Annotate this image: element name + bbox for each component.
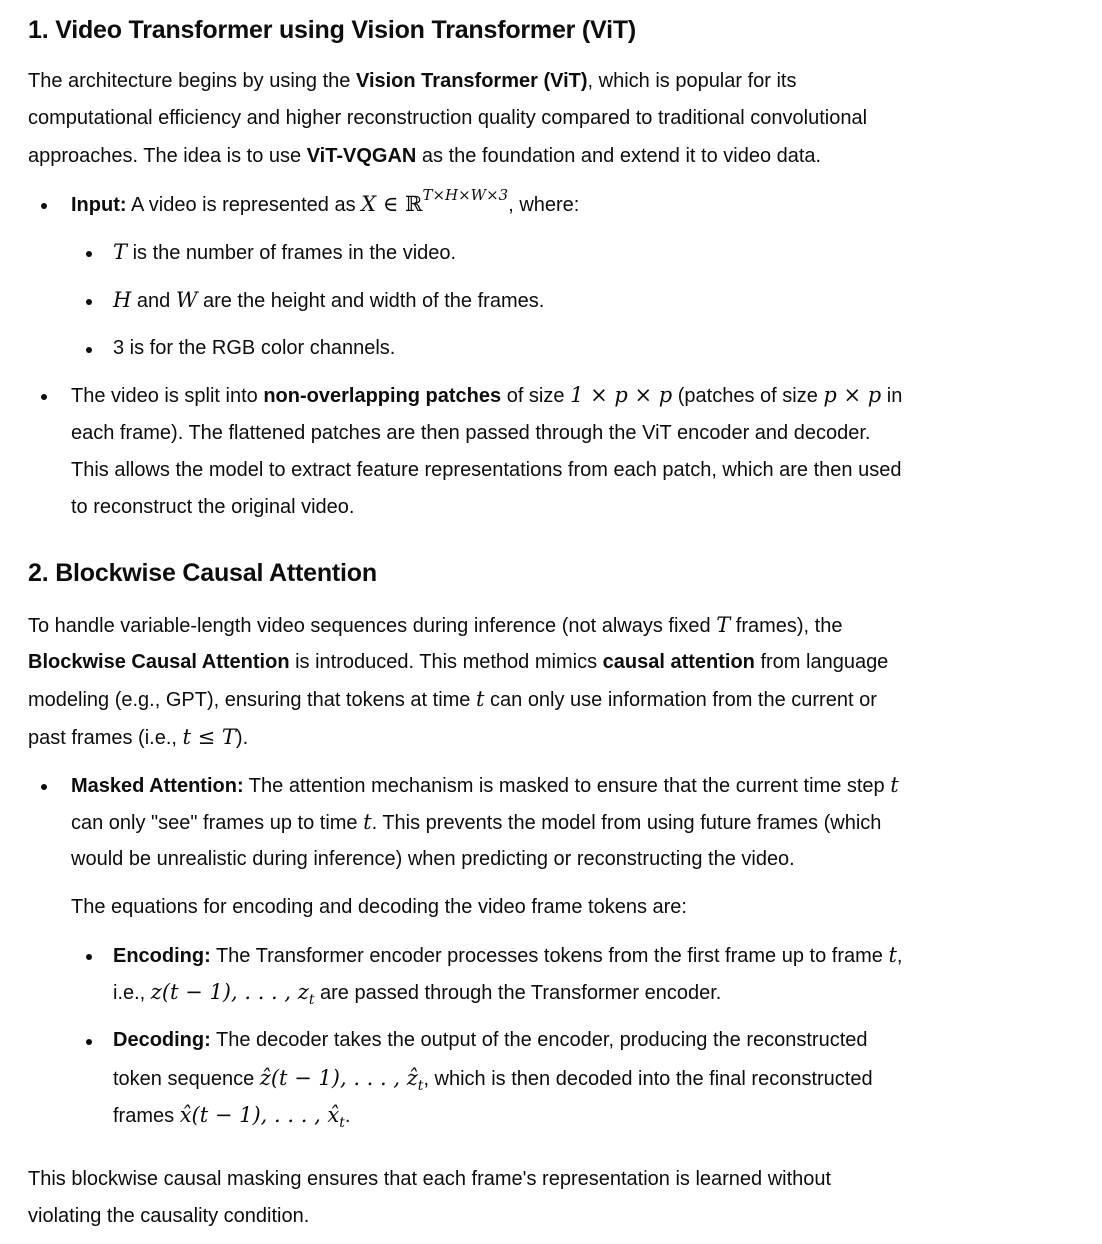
encoding-item-line-2 bbox=[113, 974, 1013, 1015]
text: The attention mechanism is masked to ensure that the current time step bbox=[243, 775, 891, 797]
text: (patches of size bbox=[672, 385, 824, 407]
text: . This prevents the model from using future frames (which bbox=[371, 812, 882, 834]
sub-item-H-W bbox=[113, 282, 544, 321]
text: The architecture begins by using the bbox=[28, 70, 356, 92]
text: token sequence bbox=[113, 1068, 260, 1090]
text: A video is represented as bbox=[126, 194, 362, 216]
text: modeling (e.g., GPT), ensuring that tokens at time bbox=[28, 689, 476, 711]
masked-attention-label: Masked Attention: bbox=[71, 775, 244, 797]
bold-term-blockwise-causal-attention: Blockwise Causal Attention bbox=[28, 651, 290, 673]
text: as the foundation and extend it to video data. bbox=[416, 145, 822, 167]
patch-item-line-4: to reconstruct the original video. bbox=[71, 496, 355, 518]
section-2-intro-line-3 bbox=[28, 681, 988, 720]
bullet-icon bbox=[86, 299, 92, 305]
text: i.e., bbox=[113, 982, 151, 1004]
section-1-intro-line-3 bbox=[28, 138, 988, 176]
text: To handle variable-length video sequences during inference (not always fixed bbox=[28, 615, 717, 637]
math-T: T bbox=[716, 613, 731, 637]
math-xhat-sequence: x̂(t − 1), . . . , x̂ bbox=[179, 1103, 340, 1127]
text: ). bbox=[235, 727, 249, 749]
masked-item-line-2 bbox=[71, 804, 1031, 843]
text: can only "see" frames up to time bbox=[71, 812, 364, 834]
section-1-heading: 1. Video Transformer using Vision Transformer (ViT) bbox=[28, 16, 637, 44]
masked-item-line-1 bbox=[71, 767, 1031, 806]
math-z-sequence: z(t − 1), . . . , z bbox=[150, 980, 309, 1004]
bold-term-causal-attention: causal attention bbox=[602, 651, 755, 673]
bold-term-vit: Vision Transformer (ViT) bbox=[355, 70, 588, 92]
patch-item-line-3: This allows the model to extract feature representations from each patch, which are then used bbox=[71, 459, 902, 481]
text: frames bbox=[113, 1105, 180, 1127]
math-t: t bbox=[888, 943, 897, 967]
math-H: H bbox=[113, 288, 132, 312]
section-2-intro-line-2 bbox=[28, 644, 988, 682]
text: . bbox=[344, 1105, 351, 1127]
bullet-icon bbox=[86, 251, 92, 257]
encoding-label: Encoding: bbox=[113, 945, 211, 967]
text: of size bbox=[501, 385, 571, 407]
text: past frames (i.e., bbox=[28, 727, 183, 749]
math-t: t bbox=[890, 773, 899, 797]
math-t-le-T: t ≤ T bbox=[182, 725, 236, 749]
text: , which is then decoded into the final reconstructed bbox=[423, 1068, 873, 1090]
patch-item-line-2: each frame). The flattened patches are then passed through the ViT encoder and decoder. bbox=[71, 422, 871, 444]
math-subscript: t bbox=[339, 1115, 345, 1131]
patch-item-line-1 bbox=[71, 377, 1031, 416]
sub-item-rgb: 3 is for the RGB color channels. bbox=[113, 337, 396, 359]
math-T: T bbox=[113, 240, 128, 264]
text: , which is popular for its bbox=[587, 70, 797, 92]
bullet-icon bbox=[86, 347, 92, 353]
text: from language bbox=[754, 651, 889, 673]
input-label: Input: bbox=[71, 194, 127, 216]
math-p-by-p: p × p bbox=[823, 383, 882, 407]
text: is the number of frames in the video. bbox=[127, 242, 457, 264]
text: is introduced. This method mimics bbox=[289, 651, 603, 673]
math-t: t bbox=[363, 810, 372, 834]
conclusion-line-1: This blockwise causal masking ensures that each frame's representation is learned without bbox=[28, 1168, 832, 1190]
bullet-icon bbox=[86, 954, 92, 960]
math-t: t bbox=[476, 687, 485, 711]
math-patch-size: 1 × p × p bbox=[570, 383, 673, 407]
section-1-intro-line-1 bbox=[28, 63, 988, 101]
equations-intro: The equations for encoding and decoding the video frame tokens are: bbox=[71, 896, 687, 918]
section-2-heading: 2. Blockwise Causal Attention bbox=[28, 559, 377, 587]
sub-item-T bbox=[113, 234, 456, 273]
conclusion-line-2: violating the causality condition. bbox=[28, 1205, 310, 1227]
math-X: X bbox=[361, 192, 377, 216]
text: frames), the bbox=[730, 615, 843, 637]
text: are the height and width of the frames. bbox=[197, 290, 545, 312]
math-zhat-sequence: ẑ(t − 1), . . . , ẑ bbox=[259, 1066, 418, 1090]
section-2-intro-line-4 bbox=[28, 719, 988, 758]
decoding-label: Decoding: bbox=[113, 1029, 211, 1051]
math-subscript: t bbox=[308, 992, 315, 1008]
text: can only use information from the current or bbox=[484, 689, 877, 711]
decoding-item-line-2 bbox=[113, 1060, 1013, 1101]
text: approaches. The idea is to use bbox=[28, 145, 307, 167]
math-superscript: T×H×W×3 bbox=[422, 186, 509, 204]
text: , bbox=[896, 945, 903, 967]
text: The Transformer encoder processes tokens from the first frame up to frame bbox=[210, 945, 889, 967]
masked-item-line-3: would be unrealistic during inference) when predicting or reconstructing the video. bbox=[71, 848, 795, 870]
decoding-item-line-1 bbox=[113, 1022, 1013, 1060]
math-subscript: t bbox=[417, 1078, 424, 1094]
bold-term-vit-vqgan: ViT-VQGAN bbox=[306, 145, 417, 167]
bold-term-patches: non-overlapping patches bbox=[263, 385, 502, 407]
text: , where: bbox=[508, 194, 580, 216]
math-in-reals: ∈ ℝ bbox=[376, 192, 423, 216]
section-1-intro-line-2: computational efficiency and higher reconstruction quality compared to traditional convolutional bbox=[28, 107, 868, 129]
text: and bbox=[131, 290, 176, 312]
bullet-icon bbox=[41, 394, 47, 400]
text: The decoder takes the output of the encoder, producing the reconstructed bbox=[210, 1029, 868, 1051]
math-W: W bbox=[175, 288, 198, 312]
text: in bbox=[881, 385, 903, 407]
decoding-item-line-3 bbox=[113, 1097, 1013, 1138]
encoding-item-line-1 bbox=[113, 937, 1013, 976]
bullet-icon bbox=[41, 203, 47, 209]
text: The video is split into bbox=[71, 385, 264, 407]
section-2-intro-line-1 bbox=[28, 607, 988, 646]
bullet-icon bbox=[41, 784, 47, 790]
input-item bbox=[71, 186, 579, 226]
text: are passed through the Transformer encoder. bbox=[314, 982, 722, 1004]
bullet-icon bbox=[86, 1039, 92, 1045]
